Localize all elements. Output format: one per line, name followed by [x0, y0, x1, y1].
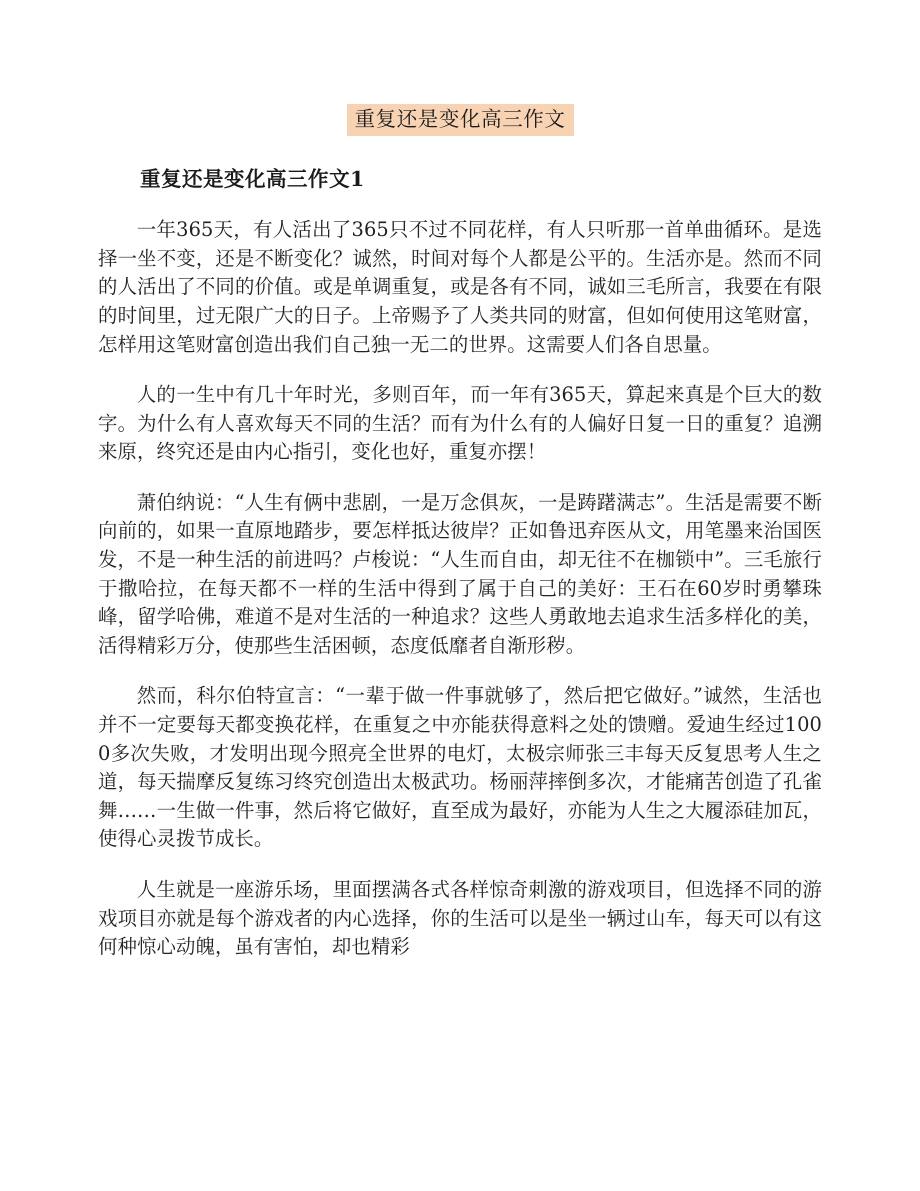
body-paragraph: 人生就是一座游乐场，里面摆满各式各样惊奇刺激的游戏项目，但选择不同的游戏项目亦就是每个游戏者的内心选择，你的生活可以是坐一辆过山车，每天可以有这何种惊心动魄，虽有害怕，却也精彩 — [98, 878, 822, 959]
document-title-row — [98, 104, 822, 136]
document-content — [98, 0, 822, 981]
section-heading: 重复还是变化高三作文1 — [140, 166, 365, 191]
body-paragraph: 然而，科尔伯特宣言：“一辈于做一件事就够了，然后把它做好。”诚然，生活也并不一定要每天都变换花样，在重复之中亦能获得意料之处的馈赠。爱迪生经过1000多次失败，才发明出现今照亮全世界的电灯，太极宗师张三丰每天反复思考人生之道，每天揣摩反复练习终究创造出太极武功。杨丽萍摔倒多次，才能痛苦创造了孔雀舞……一生做一件事，然后将它做好，直至成为最好，亦能为人生之大履添硅加瓦，使得心灵拨节成长。 — [98, 684, 822, 851]
body-paragraph: 一年365天，有人活出了365只不过不同花样，有人只听那一首单曲循环。是选择一坐不变，还是不断变化？诚然，时间对每个人都是公平的。生活亦是。然而不同的人活出了不同的价值。或是单调重复，或是各有不同，诚如三毛所言，我要在有限的时间里，过无限广大的日子。上帝赐予了人类共同的财富，但如何使用这笔财富，怎样用这笔财富创造出我们自己独一无二的世界。这需要人们各自思量。 — [98, 218, 822, 356]
document-title: 重复还是变化高三作文 — [347, 104, 574, 136]
body-paragraph: 萧伯纳说：“人生有俩中悲剧，一是万念俱灰，一是踌躇满志”。生活是需要不断向前的，如果一直原地踏步，要怎样抵达彼岸？正如鲁迅弃医从文，用笔墨来治国医发，不是一种生活的前进吗？卢梭说：“人生而自由，却无往不在枷锁中”。三毛旅行于撒哈拉，在每天都不一样的生活中得到了属于自己的美好：王石在60岁时勇攀珠峰，留学哈佛，难道不是对生活的一种追求？这些人勇敢地去追求生活多样化的美，活得精彩万分，使那些生活困顿，态度低靡者自渐形秽。 — [98, 490, 822, 657]
body-paragraph: 人的一生中有几十年时光，多则百年，而一年有365天，算起来真是个巨大的数字。为什么有人喜欢每天不同的生活？而有为什么有的人偏好日复一日的重复？追溯来原，终究还是由内心指引，变化也好，重复亦摆！ — [98, 383, 822, 464]
